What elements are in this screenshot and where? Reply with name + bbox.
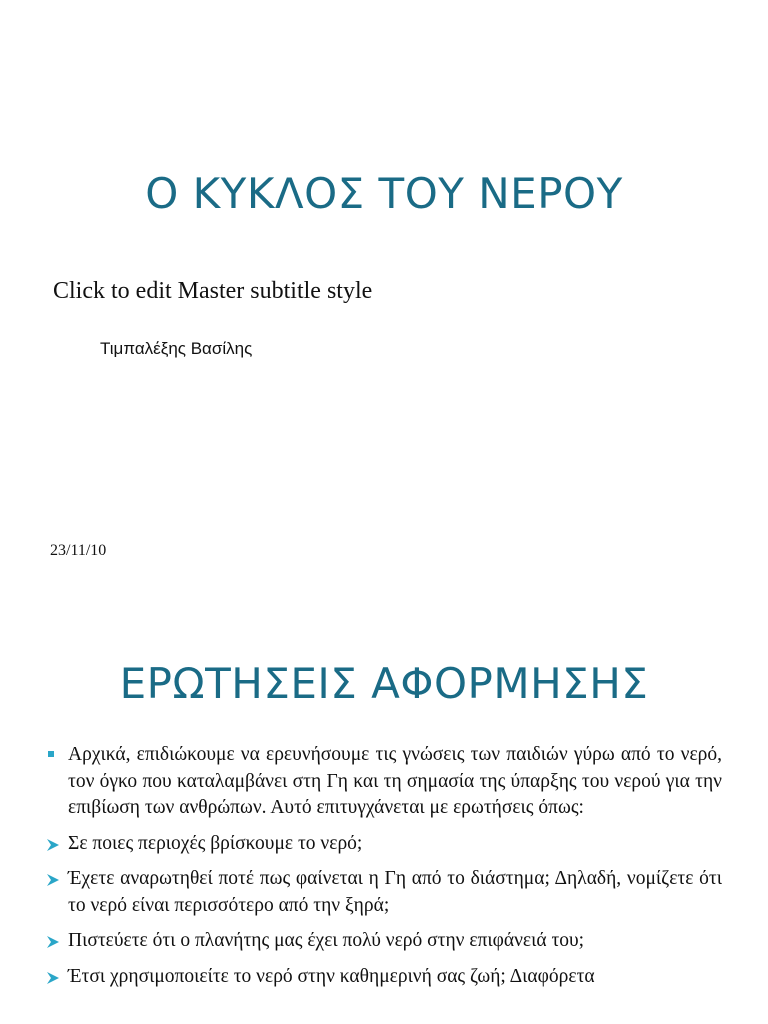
slide1-subtitle: Click to edit Master subtitle style — [53, 278, 373, 304]
slide1-date: 23/11/10 — [50, 542, 107, 559]
arrow-bullet-icon — [46, 831, 64, 857]
question-item — [46, 831, 722, 858]
question-item — [46, 964, 722, 991]
slide1-title: Ο ΚΥΚΛΟΣ ΤΟΥ ΝΕΡΟΥ — [145, 169, 623, 218]
arrow-bullet-icon — [46, 964, 64, 990]
question-item — [46, 928, 722, 955]
question-text: Έτσι χρησιμοποιείτε το νερό στην καθημερινή σας ζωή; Διαφόρετα — [68, 965, 595, 987]
question-text: Έχετε αναρωτηθεί ποτέ πως φαίνεται η Γη από το διάστημα; Δηλαδή, νομίζετε ότι το νερό είναι περισσότερο από την ξηρά; — [68, 868, 722, 916]
slide2-bullet-list — [46, 742, 722, 990]
slide2-title: ΕΡΩΤΗΣΕΙΣ ΑΦΟΡΜΗΣΗΣ — [119, 659, 649, 708]
question-text: Σε ποιες περιοχές βρίσκουμε το νερό; — [68, 832, 363, 854]
intro-paragraph — [46, 742, 722, 822]
question-text: Πιστεύετε ότι ο πλανήτης μας έχει πολύ νερό στην επιφάνειά του; — [68, 930, 585, 951]
square-bullet-icon — [46, 742, 64, 768]
slide1-author: Τιμπαλέξης Βασίλης — [100, 339, 253, 358]
question-item — [46, 866, 722, 919]
arrow-bullet-icon — [46, 866, 64, 892]
arrow-bullet-icon — [46, 928, 64, 954]
intro-text: Αρχικά, επιδιώκουμε να ερευνήσουμε τις γνώσεις των παιδιών γύρω από το νερό, τον όγκο που καταλαμβάνει στη Γη και τη σημασία της ύπαρξης του νερού για την επιβίωση των ανθρώπων. Αυτό επιτυγχάνεται με ερωτήσεις όπως: — [68, 744, 722, 818]
